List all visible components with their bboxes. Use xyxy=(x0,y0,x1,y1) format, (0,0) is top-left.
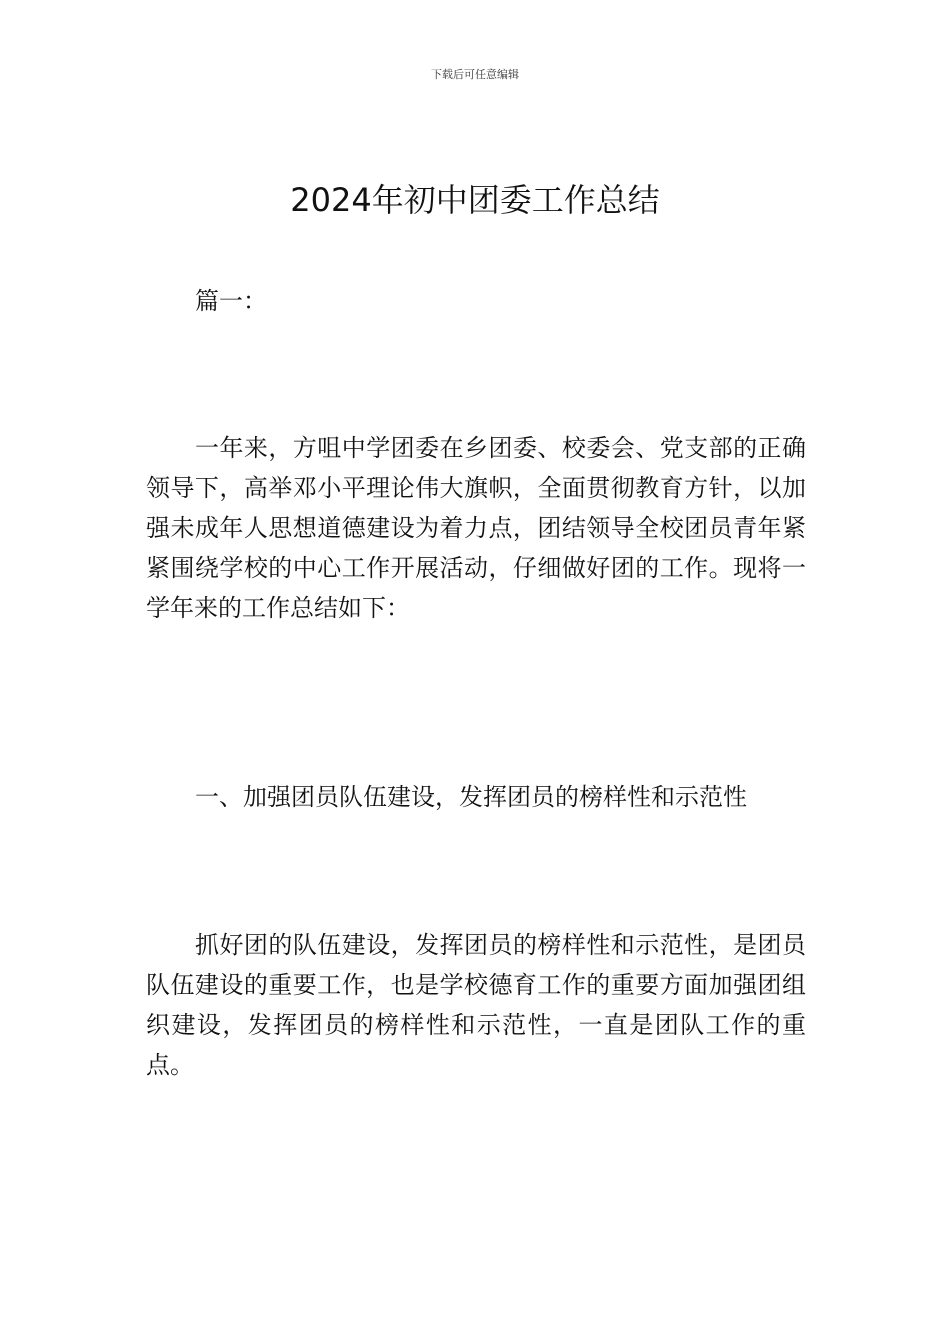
body-paragraph-1: 抓好团的队伍建设，发挥团员的榜样性和示范性，是团员队伍建设的重要工作，也是学校德育工作的重要方面加强团组织建设，发挥团员的榜样性和示范性，一直是团队工作的重点。 xyxy=(146,931,806,1079)
intro-paragraph: 一年来，方咀中学团委在乡团委、校委会、党支部的正确领导下，高举邓小平理论伟大旗帜，全面贯彻教育方针，以加强未成年人思想道德建设为着力点，团结领导全校团员青年紧紧围绕学校的中心工作开展活动，仔细做好团的工作。现将一学年来的工作总结如下： xyxy=(146,434,806,622)
header-note: 下载后可任意编辑 xyxy=(431,68,519,81)
section-heading-1: 一、加强团员队伍建设，发挥团员的榜样性和示范性 xyxy=(195,783,747,811)
section-label: 篇一： xyxy=(195,287,267,315)
document-title: 2024年初中团委工作总结 xyxy=(290,181,660,219)
